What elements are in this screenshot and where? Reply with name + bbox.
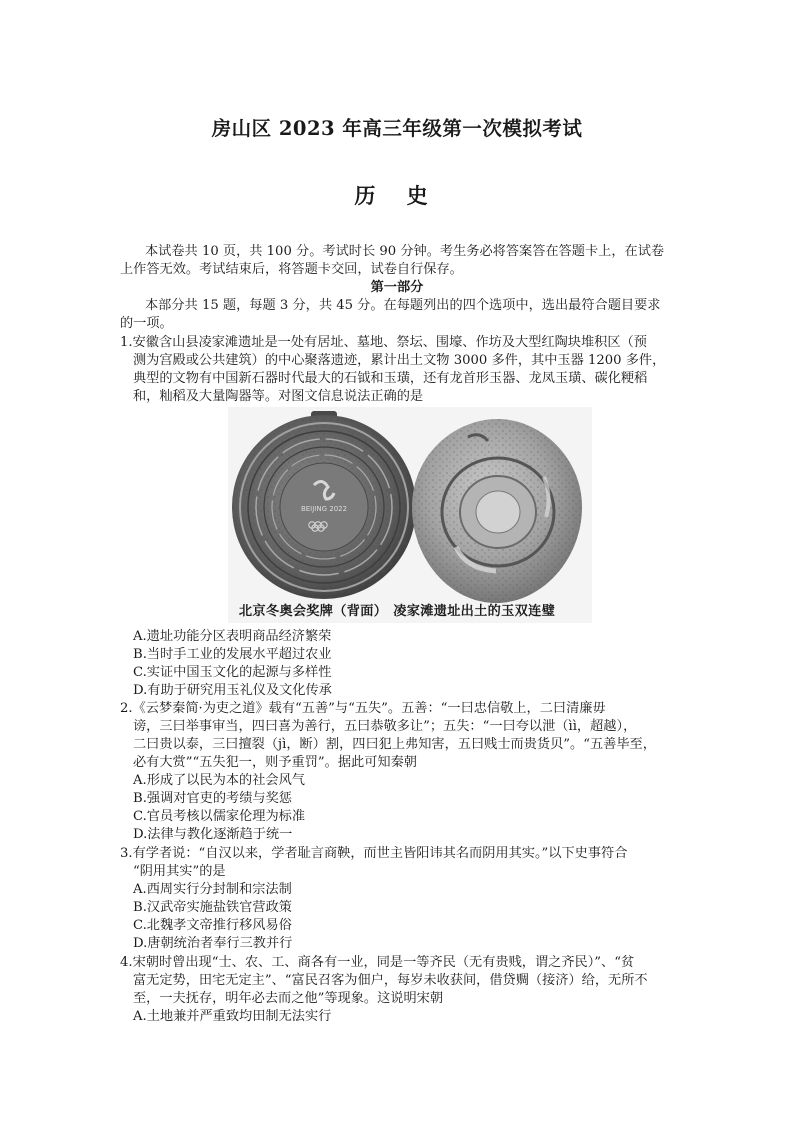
- part-instruction-line-1: 本部分共 15 题，每题 3 分，共 45 分。在每题列出的四个选项中，选出最符合题目要求: [145, 298, 661, 313]
- q2-stem-line-2: 谤，三曰举事审当，四曰喜为善行，五曰恭敬多让”；五失：“一曰夸以泄（ìì，超越），: [133, 719, 637, 734]
- q3-option-b: B.汉武帝实施盐铁官营政策: [133, 900, 292, 915]
- q1-figure-photo: [228, 407, 592, 623]
- q4-stem-line-3: 至，一夫抚存，明年必去而之他”等现象。这说明宋朝: [133, 991, 444, 1006]
- q1-stem-line-2: 测为宫殿或公共建筑）的中心聚落遗迹，累计出土文物 3000 多件，其中玉器 1200 多件，: [133, 353, 666, 368]
- artifact-photos: [228, 407, 592, 623]
- caption-left: 北京冬奥会奖牌（背面）: [238, 604, 388, 619]
- intro-line-2: 上作答无效。考试结束后，将答题卡交回，试卷自行保存。: [120, 262, 463, 277]
- intro-line-1: 本试卷共 10 页，共 100 分。考试时长 90 分钟。考生务必将答案答在答题卡上，在试卷: [145, 244, 665, 259]
- q3-stem-line-2: “阴用其实”的是: [133, 864, 226, 879]
- q3-stem-line-1: 3.有学者说：“自汉以来，学者耻言商鞅，而世主皆阳讳其名而阴用其实。”以下史事符合: [120, 846, 628, 861]
- exam-title: 房山区 2023 年高三年级第一次模拟考试: [211, 117, 583, 140]
- q2-stem-line-4: 必有大赏”“五失犯一，则予重罚”。据此可知秦朝: [133, 755, 417, 770]
- q2-option-b: B.强调对官吏的考绩与奖惩: [133, 791, 292, 806]
- q3-option-a: A.西周实行分封制和宗法制: [133, 882, 292, 897]
- q3-option-c: C.北魏孝文帝推行移风易俗: [133, 918, 292, 933]
- q1-stem-line-3: 典型的文物有中国新石器时代最大的石钺和玉璜，还有龙首形玉器、龙凤玉璜、碳化粳稻: [133, 371, 648, 386]
- q4-stem-line-1: 4.宋朝时曾出现“士、农、工、商各有一业，同是一等齐民（无有贵贱，谓之齐民）”、“贫: [120, 955, 635, 970]
- q1-option-a: A.遗址功能分区表明商品经济繁荣: [133, 629, 332, 644]
- q1-option-d: D.有助于研究用玉礼仪及文化传承: [133, 683, 332, 698]
- q1-figure-caption: [0, 600, 794, 619]
- q2-option-c: C.官员考核以儒家伦理为标准: [133, 809, 306, 824]
- q1-option-b: B.当时手工业的发展水平超过农业: [133, 647, 332, 662]
- q1-option-c: C.实证中国玉文化的起源与多样性: [133, 665, 332, 680]
- part-instruction-line-2: 的一项。: [120, 316, 173, 331]
- q3-option-d: D.唐朝统治者奉行三教并行: [133, 936, 293, 951]
- q1-stem-line-1: 1.安徽含山县凌家滩遗址是一处有居址、墓地、祭坛、围壕、作坊及大型红陶块堆积区（预: [120, 335, 647, 350]
- subject-title: 历 史: [354, 183, 440, 208]
- q4-option-a: A.土地兼并严重致均田制无法实行: [133, 1009, 332, 1024]
- q2-option-a: A.形成了以民为本的社会风气: [133, 773, 305, 788]
- medal-inscription: BEIJING 2022: [300, 505, 348, 513]
- q2-option-d: D.法律与教化逐渐趋于统一: [133, 827, 293, 842]
- caption-right: 凌家滩遗址出土的玉双连璧: [393, 604, 556, 619]
- q1-stem-line-4: 和，籼稻及大量陶器等。对图文信息说法正确的是: [133, 389, 424, 404]
- part-heading: 第一部分: [370, 280, 424, 295]
- q2-stem-line-3: 二曰贵以泰，三曰擅裂（jì，断）割，四曰犯上弗知害，五曰贱士而贵货贝”。“五善毕至，: [133, 737, 656, 752]
- q4-stem-line-2: 富无定势，田宅无定主”、“富民召客为佃户，每岁未收获间，借贷赒（接济）给，无所不: [133, 973, 648, 988]
- q2-stem-line-1: 2.《云梦秦简·为吏之道》载有“五善”与“五失”。五善：“一曰忠信敬上，二曰清廉毋: [120, 701, 606, 716]
